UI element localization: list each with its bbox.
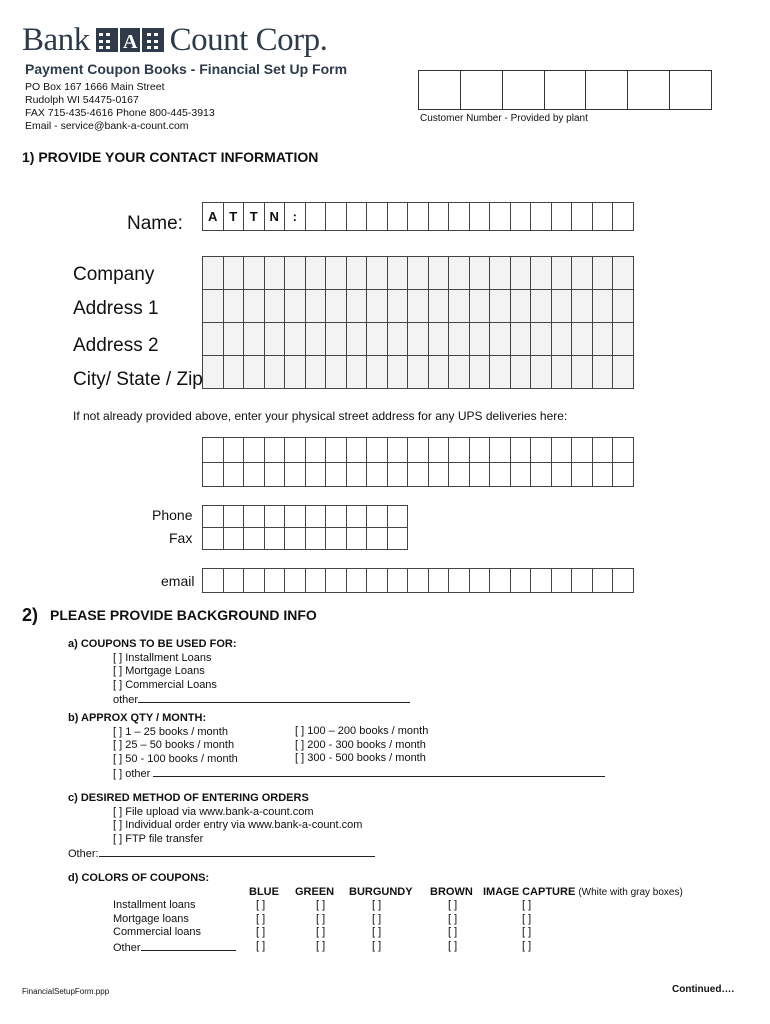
char-box[interactable] [285,506,306,528]
char-box[interactable] [265,323,286,356]
address2-label: Address 2 [73,335,159,356]
entry-method-option[interactable]: [ ] FTP file transfer [113,832,204,845]
char-box[interactable] [429,203,450,231]
char-box[interactable] [429,290,450,323]
char-box[interactable] [572,290,593,323]
char-box[interactable] [429,438,450,463]
address-line: Email - service@bank-a-count.com [25,120,189,132]
char-box[interactable] [408,257,429,290]
char-box[interactable] [449,356,470,389]
city-state-zip-label: City/ State / Zip [73,369,203,390]
char-box[interactable] [203,323,224,356]
char-box[interactable] [552,323,573,356]
char-box[interactable] [511,356,532,389]
char-box[interactable] [244,506,265,528]
char-box[interactable] [449,323,470,356]
char-box[interactable] [449,290,470,323]
entry-method-option[interactable]: [ ] Individual order entry via www.bank-a-count.com [113,819,363,831]
coupon-use-option[interactable]: [ ] Mortgage Loans [113,665,205,677]
qty-other-line[interactable] [153,766,605,777]
coupons-use-block [68,638,410,708]
char-box[interactable] [408,290,429,323]
qty-right-column [295,725,428,766]
color-checkbox[interactable]: [ ] [256,939,266,952]
color-checkbox[interactable]: [ ] [316,939,326,952]
char-box[interactable] [429,463,450,488]
char-box[interactable] [470,356,491,389]
char-box[interactable] [347,463,368,488]
char-box[interactable] [552,356,573,389]
brand-right: Count Corp. [169,21,328,58]
logo-mark-icon [96,25,164,55]
color-other-line[interactable] [141,940,236,951]
char-box[interactable] [552,438,573,463]
name-field[interactable] [202,202,634,231]
char-box[interactable] [244,463,265,488]
char-box[interactable] [490,356,511,389]
char-box[interactable] [326,569,347,593]
qty-option[interactable]: [ ] 50 - 100 books / month [113,752,238,765]
color-checkbox[interactable]: [ ] [372,939,382,952]
coupon-use-option[interactable]: [ ] Installment Loans [113,651,212,664]
char-box[interactable] [511,290,532,323]
char-box[interactable] [326,528,347,550]
coupon-use-other-label: other [113,694,139,706]
color-checkbox[interactable]: [ ] [448,912,458,925]
char-box[interactable] [326,506,347,528]
color-checkbox[interactable]: [ ] [316,899,326,911]
char-box[interactable] [408,203,429,231]
char-box[interactable] [470,463,491,488]
char-box[interactable]: T [224,203,245,231]
char-box[interactable] [613,203,634,231]
color-row-label: Other [113,941,141,954]
char-box[interactable] [490,290,511,323]
char-box[interactable] [511,569,532,593]
qty-option[interactable]: [ ] 300 - 500 books / month [295,752,426,764]
char-box[interactable] [224,323,245,356]
char-box[interactable] [367,203,388,231]
char-box[interactable] [531,290,552,323]
char-box[interactable] [531,569,552,593]
qty-option[interactable]: [ ] 100 – 200 books / month [295,725,429,737]
char-box[interactable] [203,290,224,323]
company-address [25,81,215,133]
char-box[interactable] [265,356,286,389]
coupons-use-title: a) COUPONS TO BE USED FOR: [68,638,237,650]
color-checkbox[interactable]: [ ] [372,926,382,938]
char-box[interactable] [347,257,368,290]
char-box[interactable] [326,356,347,389]
char-box[interactable] [429,356,450,389]
char-box[interactable] [306,463,327,488]
char-box[interactable] [306,257,327,290]
char-box[interactable] [593,257,614,290]
coupon-use-option[interactable]: [ ] Commercial Loans [113,678,217,691]
color-checkbox[interactable]: [ ] [316,912,326,925]
char-box[interactable] [265,438,286,463]
char-box[interactable] [285,356,306,389]
char-box[interactable] [531,356,552,389]
char-box[interactable] [613,463,634,488]
char-box[interactable] [285,569,306,593]
char-box[interactable] [531,323,552,356]
char-box[interactable] [306,290,327,323]
address-line: FAX 715-435-4616 Phone 800-445-3913 [25,107,215,119]
char-box[interactable] [367,463,388,488]
char-box[interactable] [388,323,409,356]
char-box[interactable] [224,463,245,488]
char-box[interactable] [306,528,327,550]
color-header-burgundy: BURGUNDY [349,886,413,898]
char-box[interactable] [367,356,388,389]
char-box[interactable] [224,438,245,463]
char-box[interactable] [244,323,265,356]
brand-logo [22,20,327,60]
char-box[interactable] [408,569,429,593]
char-box[interactable] [224,506,245,528]
char-box[interactable] [224,528,245,550]
address-line: PO Box 167 1666 Main Street [25,81,165,93]
company-address-field[interactable] [202,256,634,389]
char-box[interactable] [613,438,634,463]
entry-method-title: c) DESIRED METHOD OF ENTERING ORDERS [68,792,309,804]
char-box[interactable] [593,290,614,323]
char-box[interactable] [326,463,347,488]
char-box[interactable]: T [244,203,265,231]
char-box[interactable] [265,290,286,323]
char-box[interactable] [613,257,634,290]
char-box[interactable] [203,528,224,550]
char-box[interactable] [449,257,470,290]
email-label: email [161,573,195,589]
char-box[interactable] [224,569,245,593]
char-box[interactable] [244,438,265,463]
qty-other-label[interactable]: [ ] other [113,768,151,780]
char-box[interactable] [326,203,347,231]
phone-fax-field[interactable] [202,505,408,550]
char-box[interactable] [388,463,409,488]
section2-title: PLEASE PROVIDE BACKGROUND INFO [50,607,317,623]
color-checkbox[interactable]: [ ] [256,926,266,938]
color-checkbox[interactable]: [ ] [522,912,532,925]
char-box[interactable] [613,356,634,389]
company-label: Company [73,264,155,285]
char-box[interactable] [326,257,347,290]
char-box[interactable] [224,257,245,290]
color-checkbox[interactable]: [ ] [372,912,382,925]
address1-label: Address 1 [73,298,159,319]
entry-method-option[interactable]: [ ] File upload via www.bank-a-count.com [113,805,314,818]
char-box[interactable] [367,323,388,356]
colors-title: d) COLORS OF COUPONS: [68,872,210,884]
char-box[interactable] [511,438,532,463]
char-box[interactable] [490,203,511,231]
color-row-label: Installment loans [113,899,196,911]
color-checkbox[interactable]: [ ] [256,899,266,911]
char-box[interactable] [347,438,368,463]
section1-title: 1) PROVIDE YOUR CONTACT INFORMATION [22,149,319,165]
char-box[interactable] [552,569,573,593]
char-box[interactable] [265,569,286,593]
color-checkbox[interactable]: [ ] [522,926,532,938]
char-box[interactable] [572,323,593,356]
char-box[interactable] [244,569,265,593]
char-box[interactable] [244,290,265,323]
char-box[interactable] [285,290,306,323]
char-box[interactable] [347,506,368,528]
char-box[interactable] [429,257,450,290]
footer-continued: Continued…. [672,984,735,995]
char-box[interactable] [490,438,511,463]
char-box[interactable] [326,290,347,323]
color-header-green: GREEN [295,886,335,898]
brand-left: Bank [22,21,90,58]
customer-number-boxes[interactable] [418,70,712,110]
qty-option[interactable]: [ ] 200 - 300 books / month [295,738,426,751]
char-box[interactable] [572,203,593,231]
char-box[interactable] [408,438,429,463]
color-header-blue: BLUE [249,886,279,898]
char-box[interactable] [449,438,470,463]
char-box[interactable] [552,463,573,488]
char-box[interactable] [388,528,409,550]
char-box[interactable] [347,528,368,550]
char-box[interactable] [367,257,388,290]
char-box[interactable] [593,438,614,463]
color-row-label: Commercial loans [113,926,202,938]
color-checkbox[interactable]: [ ] [256,912,266,925]
char-box[interactable] [224,356,245,389]
footer-filename: FinancialSetupForm.ppp [22,987,110,996]
char-box[interactable] [449,203,470,231]
char-box[interactable] [285,323,306,356]
char-box[interactable] [552,290,573,323]
char-box[interactable] [613,323,634,356]
char-box[interactable] [470,257,491,290]
char-box[interactable] [470,438,491,463]
char-box[interactable] [306,506,327,528]
fax-label: Fax [169,530,193,546]
name-label: Name: [127,213,183,234]
char-box[interactable] [449,569,470,593]
char-box[interactable] [613,569,634,593]
color-checkbox[interactable]: [ ] [522,939,532,952]
char-box[interactable] [306,356,327,389]
char-box[interactable] [388,203,409,231]
char-box[interactable] [265,463,286,488]
char-box[interactable] [572,463,593,488]
char-box[interactable] [531,463,552,488]
char-box[interactable] [511,463,532,488]
char-box[interactable] [429,323,450,356]
coupon-use-other-line[interactable] [138,692,410,703]
char-box[interactable] [408,356,429,389]
qty-option[interactable]: [ ] 25 – 50 books / month [113,739,235,751]
char-box[interactable] [408,463,429,488]
char-box[interactable] [572,257,593,290]
qty-option[interactable]: [ ] 1 – 25 books / month [113,725,228,738]
char-box[interactable] [490,257,511,290]
char-box[interactable] [388,506,409,528]
char-box[interactable] [408,323,429,356]
char-box[interactable] [285,438,306,463]
char-box[interactable] [265,506,286,528]
char-box[interactable] [203,569,224,593]
char-box[interactable] [552,203,573,231]
char-box[interactable] [367,290,388,323]
char-box[interactable] [285,463,306,488]
char-box[interactable] [593,356,614,389]
section2-number: 2) [22,605,39,625]
entry-method-block [68,792,375,862]
char-box[interactable] [593,203,614,231]
char-box[interactable] [490,323,511,356]
char-box[interactable] [203,463,224,488]
char-box[interactable] [367,438,388,463]
char-box[interactable] [470,203,491,231]
char-box[interactable] [572,356,593,389]
char-box[interactable] [203,257,224,290]
char-box[interactable] [265,528,286,550]
ups-address-field[interactable] [202,437,634,487]
email-field[interactable] [202,568,634,593]
char-box[interactable] [347,569,368,593]
char-box[interactable] [613,290,634,323]
char-box[interactable] [470,290,491,323]
qty-title: b) APPROX QTY / MONTH: [68,712,207,724]
color-header-brown: BROWN [430,886,473,898]
char-box[interactable] [572,569,593,593]
char-box[interactable] [367,528,388,550]
char-box[interactable] [244,257,265,290]
color-checkbox[interactable]: [ ] [522,899,532,911]
char-box[interactable] [429,569,450,593]
char-box[interactable] [388,438,409,463]
char-box[interactable] [244,356,265,389]
entry-method-other-line[interactable] [99,846,375,857]
char-box[interactable] [306,203,327,231]
char-box[interactable] [367,569,388,593]
phone-label: Phone [152,507,193,523]
ups-note: If not already provided above, enter your physical street address for any UPS deliveries here: [73,409,568,423]
char-box[interactable] [470,569,491,593]
char-box[interactable] [347,203,368,231]
char-box[interactable]: : [285,203,306,231]
color-checkbox[interactable]: [ ] [448,926,458,938]
char-box[interactable] [306,438,327,463]
char-box[interactable] [244,528,265,550]
svg-text:A: A [122,31,137,53]
form-title: Payment Coupon Books - Financial Set Up Form [25,61,348,77]
char-box[interactable]: N [265,203,286,231]
color-checkbox[interactable]: [ ] [372,899,382,911]
char-box[interactable] [490,463,511,488]
char-box[interactable] [593,323,614,356]
char-box[interactable] [285,528,306,550]
char-box[interactable] [285,257,306,290]
char-box[interactable] [490,569,511,593]
color-header-image-capture: IMAGE CAPTURE (White with gray boxes) [483,886,683,898]
char-box[interactable] [347,323,368,356]
char-box[interactable] [511,323,532,356]
char-box[interactable] [470,323,491,356]
char-box[interactable] [203,356,224,389]
char-box[interactable] [449,463,470,488]
char-box[interactable] [531,438,552,463]
char-box[interactable] [593,569,614,593]
char-box[interactable] [265,257,286,290]
color-checkbox[interactable]: [ ] [316,926,326,938]
char-box[interactable] [531,203,552,231]
char-box[interactable] [306,569,327,593]
color-rows [113,899,236,955]
char-box[interactable] [347,290,368,323]
char-box[interactable] [306,323,327,356]
char-box[interactable] [388,257,409,290]
color-checkbox[interactable]: [ ] [448,939,458,952]
char-box[interactable] [593,463,614,488]
char-box[interactable] [203,438,224,463]
entry-method-other-label: Other: [68,848,99,860]
char-box[interactable] [511,203,532,231]
customer-number-label: Customer Number - Provided by plant [420,113,588,124]
char-box[interactable] [326,323,347,356]
char-box[interactable] [367,506,388,528]
char-box[interactable] [511,257,532,290]
char-box[interactable] [326,438,347,463]
char-box[interactable] [203,506,224,528]
color-row-label: Mortgage loans [113,912,189,925]
char-box[interactable] [552,257,573,290]
color-checkbox[interactable]: [ ] [448,899,458,911]
char-box[interactable]: A [203,203,224,231]
char-box[interactable] [531,257,552,290]
address-line: Rudolph WI 54475-0167 [25,94,139,106]
char-box[interactable] [388,569,409,593]
char-box[interactable] [572,438,593,463]
char-box[interactable] [388,290,409,323]
char-box[interactable] [224,290,245,323]
char-box[interactable] [388,356,409,389]
char-box[interactable] [347,356,368,389]
